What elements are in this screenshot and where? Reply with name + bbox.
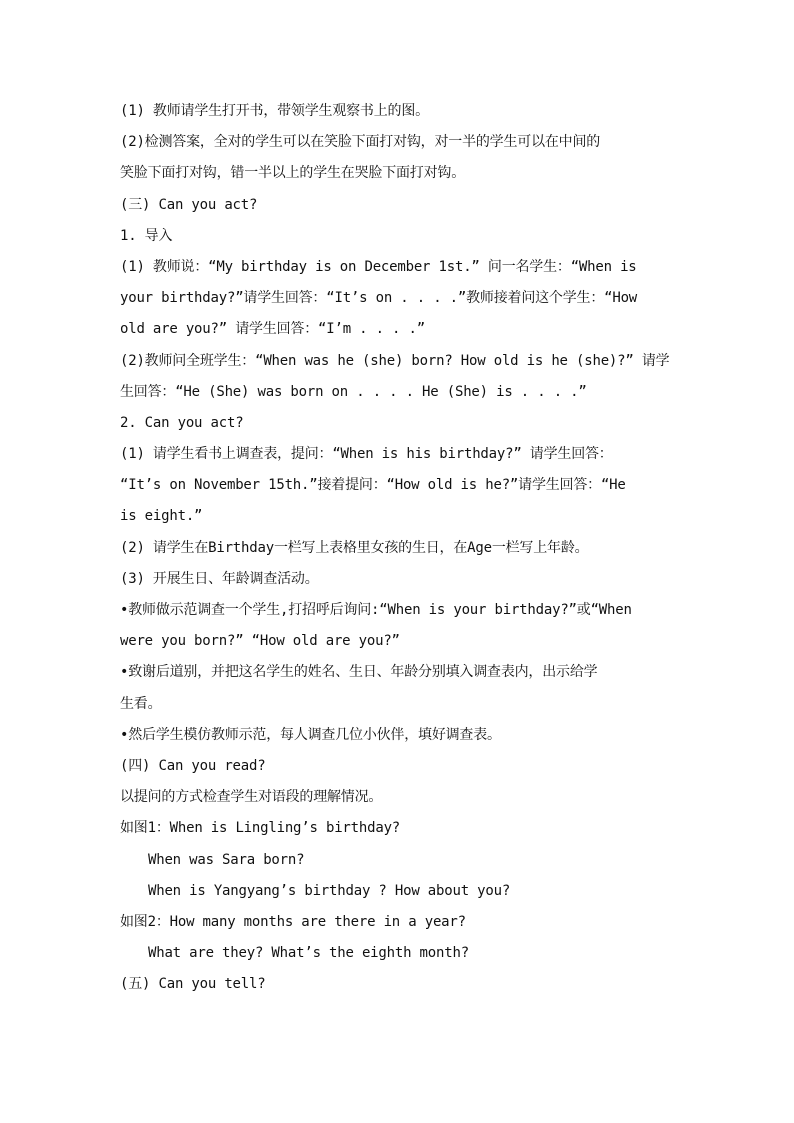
text-line-1: (1) 教师请学生打开书，带领学生观察书上的图。 <box>120 103 429 119</box>
text-line-26: When is Yangyang’s birthday ? How about you? <box>148 882 511 899</box>
text-line-8: old are you?” 请学生回答：“I’m . . . .” <box>120 321 425 338</box>
subheading-can-you-act: 2. Can you act? <box>120 414 244 431</box>
text-line-6: (1) 教师说：“My birthday is on December 1st.” 问一名学生：“When is <box>120 258 637 275</box>
text-line-16: (3) 开展生日、年龄调查活动。 <box>120 570 319 587</box>
section-heading-5: (五) Can you tell? <box>120 976 266 993</box>
document-page <box>120 96 676 1000</box>
text-line-15: (2) 请学生在Birthday一栏写上表格里女孩的生日，在Age一栏写上年龄。 <box>120 539 589 556</box>
bullet-line-1: •教师做示范调查一个学生,打招呼后询问:“When is your birthday?”或“When <box>120 602 632 618</box>
text-line-24: 如图1：When is Lingling’s birthday? <box>120 820 401 837</box>
text-line-10: 生回答：“He (She) was born on . . . . He (She) is . . . .” <box>120 383 587 400</box>
text-line-23: 以提问的方式检查学生对语段的理解情况。 <box>120 789 383 806</box>
text-line-28: What are they? What’s the eighth month? <box>148 945 469 962</box>
text-line-18: were you born?” “How old are you?” <box>120 633 400 650</box>
text-line-13: “It’s on November 15th.”接着提问：“How old is he?”请学生回答：“He <box>120 477 626 494</box>
bullet-line-2: •致谢后道别，并把这名学生的姓名、生日、年龄分别填入调查表内，出示给学 <box>120 664 598 681</box>
section-heading-4: (四) Can you read? <box>120 757 266 774</box>
text-line-20: 生看。 <box>120 695 162 712</box>
text-line-27: 如图2：How many months are there in a year? <box>120 913 466 930</box>
text-line-9: (2)教师问全班学生：“When was he (she) born? How old is he (she)?” 请学 <box>120 352 670 369</box>
text-line-25: When was Sara born? <box>148 851 305 868</box>
text-line-12: (1) 请学生看书上调查表，提问：“When is his birthday?” 请学生回答： <box>120 446 613 463</box>
text-line-3: 笑脸下面打对钩，错一半以上的学生在哭脸下面打对钩。 <box>120 165 465 182</box>
bullet-line-3: •然后学生模仿教师示范，每人调查几位小伙伴，填好调查表。 <box>120 726 501 743</box>
section-heading-3: (三) Can you act? <box>120 196 258 213</box>
text-line-2: (2)检测答案，全对的学生可以在笑脸下面打对钩，对一半的学生可以在中间的 <box>120 134 601 151</box>
text-line-14: is eight.” <box>120 508 203 525</box>
text-line-7: your birthday?”请学生回答：“It’s on . . . .”教师接着问这个学生：“How <box>120 290 638 307</box>
subheading-intro: 1. 导入 <box>120 227 173 244</box>
